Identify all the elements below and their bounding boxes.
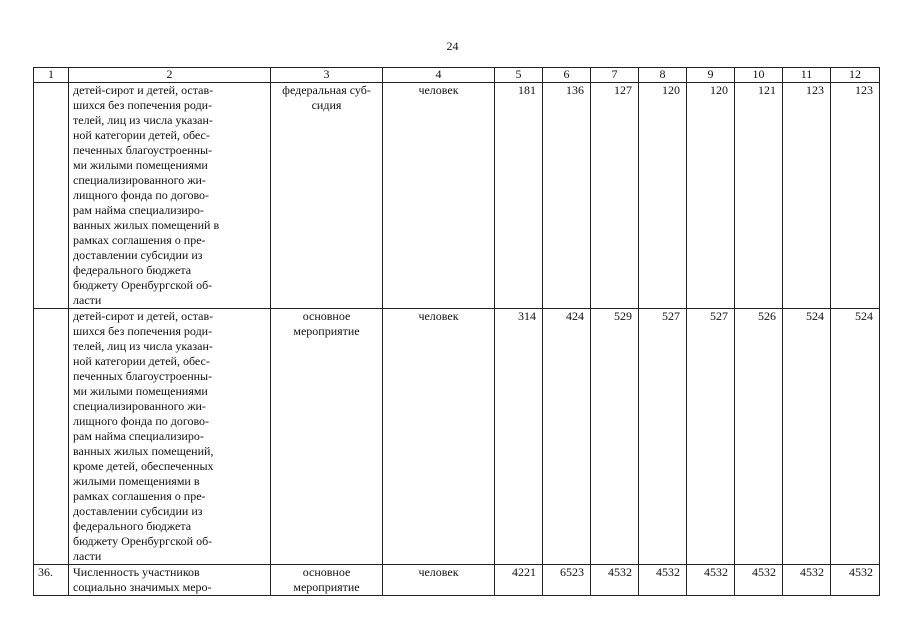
column-header: 3: [271, 68, 383, 83]
value-cell: 4532: [639, 565, 687, 596]
page-number: 24: [446, 39, 459, 53]
value-cell: 527: [639, 309, 687, 565]
column-header: 6: [543, 68, 591, 83]
table-row: [34, 83, 880, 309]
value-cell: 529: [591, 309, 639, 565]
value-cell: 121: [735, 83, 783, 309]
value-cell: 524: [783, 309, 831, 565]
value-cell: 524: [831, 309, 880, 565]
value-cell: 123: [831, 83, 880, 309]
value-cell: 526: [735, 309, 783, 565]
funding-source: основное мероприятие: [271, 565, 383, 596]
value-cell: 181: [495, 83, 543, 309]
value-cell: 4532: [783, 565, 831, 596]
value-cell: 136: [543, 83, 591, 309]
column-header: 9: [687, 68, 735, 83]
unit: человек: [383, 565, 495, 596]
value-cell: 4532: [687, 565, 735, 596]
row-number: [34, 83, 69, 309]
column-header: 10: [735, 68, 783, 83]
value-cell: 4532: [735, 565, 783, 596]
column-header: 11: [783, 68, 831, 83]
row-number: [34, 309, 69, 565]
value-cell: 4532: [591, 565, 639, 596]
value-cell: 123: [783, 83, 831, 309]
column-header: 7: [591, 68, 639, 83]
value-cell: 6523: [543, 565, 591, 596]
value-cell: 4221: [495, 565, 543, 596]
indicator-table: [33, 67, 880, 596]
value-cell: 527: [687, 309, 735, 565]
column-number-row: [34, 68, 880, 83]
column-header: 1: [34, 68, 69, 83]
indicator-name: детей-сирот и детей, остав- шихся без попечения роди- телей, лиц из числа указан- ной категории детей, обес- печенных благоустроенны- ми жилыми помещениями специализированного жи- лищного фонда по догово- рам найма специализиро- ванных жилых помещений, кроме детей, обеспеченных жилыми помещениями в рамках соглашения о пре- доставлении субсидии из федерального бюджета бюджету Оренбургской об- ласти: [69, 309, 271, 565]
value-cell: 424: [543, 309, 591, 565]
indicator-name: Численность участников социально значимых меро-: [69, 565, 271, 596]
column-header: 4: [383, 68, 495, 83]
unit: человек: [383, 83, 495, 309]
column-header: 12: [831, 68, 880, 83]
column-header: 5: [495, 68, 543, 83]
value-cell: 4532: [831, 565, 880, 596]
row-number: 36.: [34, 565, 69, 596]
funding-source: основное мероприятие: [271, 309, 383, 565]
table-row: [34, 309, 880, 565]
column-header: 2: [69, 68, 271, 83]
funding-source: федеральная суб- сидия: [271, 83, 383, 309]
value-cell: 120: [687, 83, 735, 309]
column-header: 8: [639, 68, 687, 83]
value-cell: 120: [639, 83, 687, 309]
indicator-name: детей-сирот и детей, остав- шихся без попечения роди- телей, лиц из числа указан- ной категории детей, обес- печенных благоустроенны- ми жилыми помещениями специализированного жи- лищного фонда по догово- рам найма специализиро- ванных жилых помещений в рамках соглашения о пре- доставлении субсидии из федерального бюджета бюджету Оренбургской об- ласти: [69, 83, 271, 309]
table-row: [34, 565, 880, 596]
value-cell: 314: [495, 309, 543, 565]
value-cell: 127: [591, 83, 639, 309]
unit: человек: [383, 309, 495, 565]
